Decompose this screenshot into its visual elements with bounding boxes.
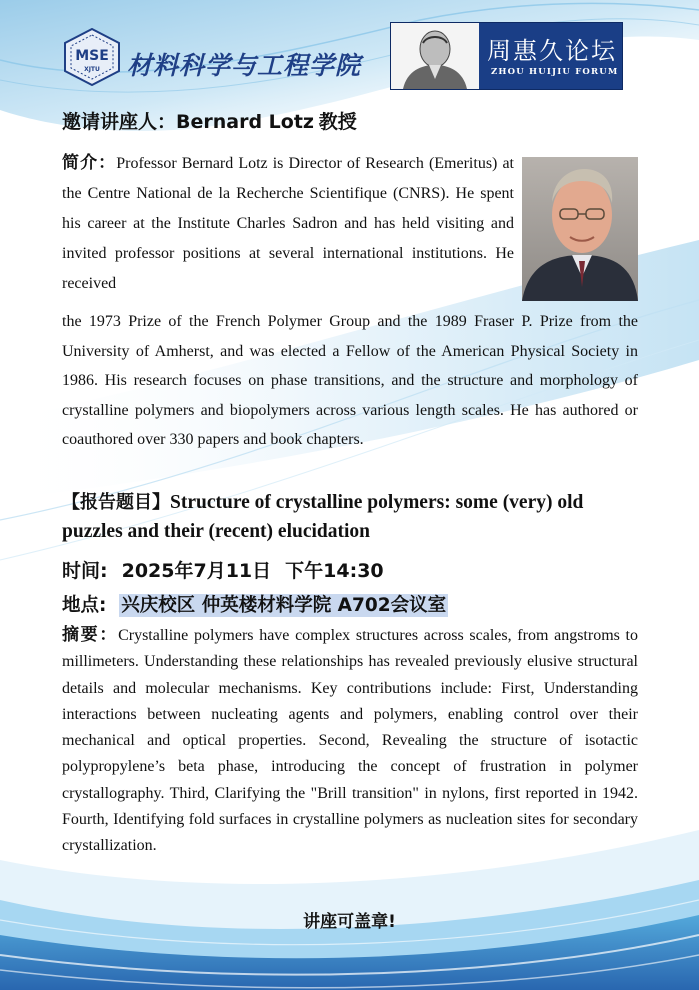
place-line bbox=[62, 591, 448, 617]
footer-note: 讲座可盖章! bbox=[303, 912, 396, 932]
time-clock: 下午14:30 bbox=[285, 560, 384, 582]
forum-name-cn: 周惠久论坛 bbox=[487, 37, 617, 65]
logo-text: MSE bbox=[75, 48, 109, 64]
forum-founder-portrait bbox=[391, 23, 479, 89]
abstract-paragraph bbox=[62, 622, 638, 860]
talk-title: Structure of crystalline polymers: some (very) old puzzles and their (recent) elucidation bbox=[62, 492, 584, 542]
place-label: 地点: bbox=[62, 595, 107, 616]
abstract-label: 摘要： bbox=[62, 625, 119, 645]
intro-label: 简介： bbox=[62, 153, 117, 173]
intro-paragraph-top bbox=[62, 148, 514, 299]
speaker-name: Bernard Lotz bbox=[176, 111, 314, 133]
time-label: 时间: bbox=[62, 560, 108, 582]
time-line bbox=[62, 556, 384, 583]
intro-paragraph-bottom: the 1973 Prize of the French Polymer Group and the 1989 Fraser P. Prize from the University of Amherst, and was elected a Fellow of the American Physical Society in 1986. His research focuses on phase transitions, and the structure and morphology of crystalline polymers and biopolymers across various length scales. He has authored or coauthored over 330 papers and book chapters. bbox=[62, 313, 638, 448]
forum-name-en: ZHOU HUIJIU FORUM bbox=[491, 67, 619, 77]
talk-title-block bbox=[62, 488, 642, 546]
abstract-text: Crystalline polymers have complex structures across scales, from angstroms to millimeters. Understanding these relationships has revealed previously elusive structural details and molecular mechanisms. Key contributions include: First, Understanding interactions between nucleating agents and polymers, enabling control over their mechanical and optical properties. Second, Revealing the structure of isotactic polypropylene’s beta phase, introducing the concept of frustration in polymer crystallography. Third, Clarifying the "Brill transition" in nylons, first reported in 1942. Fourth, Identifying fold surfaces in crystalline polymers as nucleation sites for secondary crystallization. bbox=[62, 627, 639, 855]
mse-logo bbox=[62, 28, 122, 86]
speaker-label: 邀请讲座人： bbox=[62, 111, 177, 133]
logo-subtext: XJTU bbox=[84, 66, 100, 73]
speaker-title: 教授 bbox=[318, 111, 357, 133]
school-name: 材料科学与工程学院 bbox=[127, 51, 362, 80]
talk-title-label: 【报告题目】 bbox=[62, 492, 170, 513]
speaker-photo bbox=[522, 157, 638, 301]
intro-text-top: Professor Bernard Lotz is Director of Research (Emeritus) at the Centre National de la Recherche Scientifique (CNRS). He spent his career at the Institute Charles Sadron and has held visiting and invited professor positions at several international institutions. He received bbox=[62, 155, 514, 292]
forum-badge bbox=[390, 22, 623, 90]
time-date: 2025年7月11日 bbox=[121, 560, 272, 582]
place-value: 兴庆校区 仲英楼材料学院 A702会议室 bbox=[121, 595, 447, 616]
speaker-line bbox=[62, 107, 357, 134]
